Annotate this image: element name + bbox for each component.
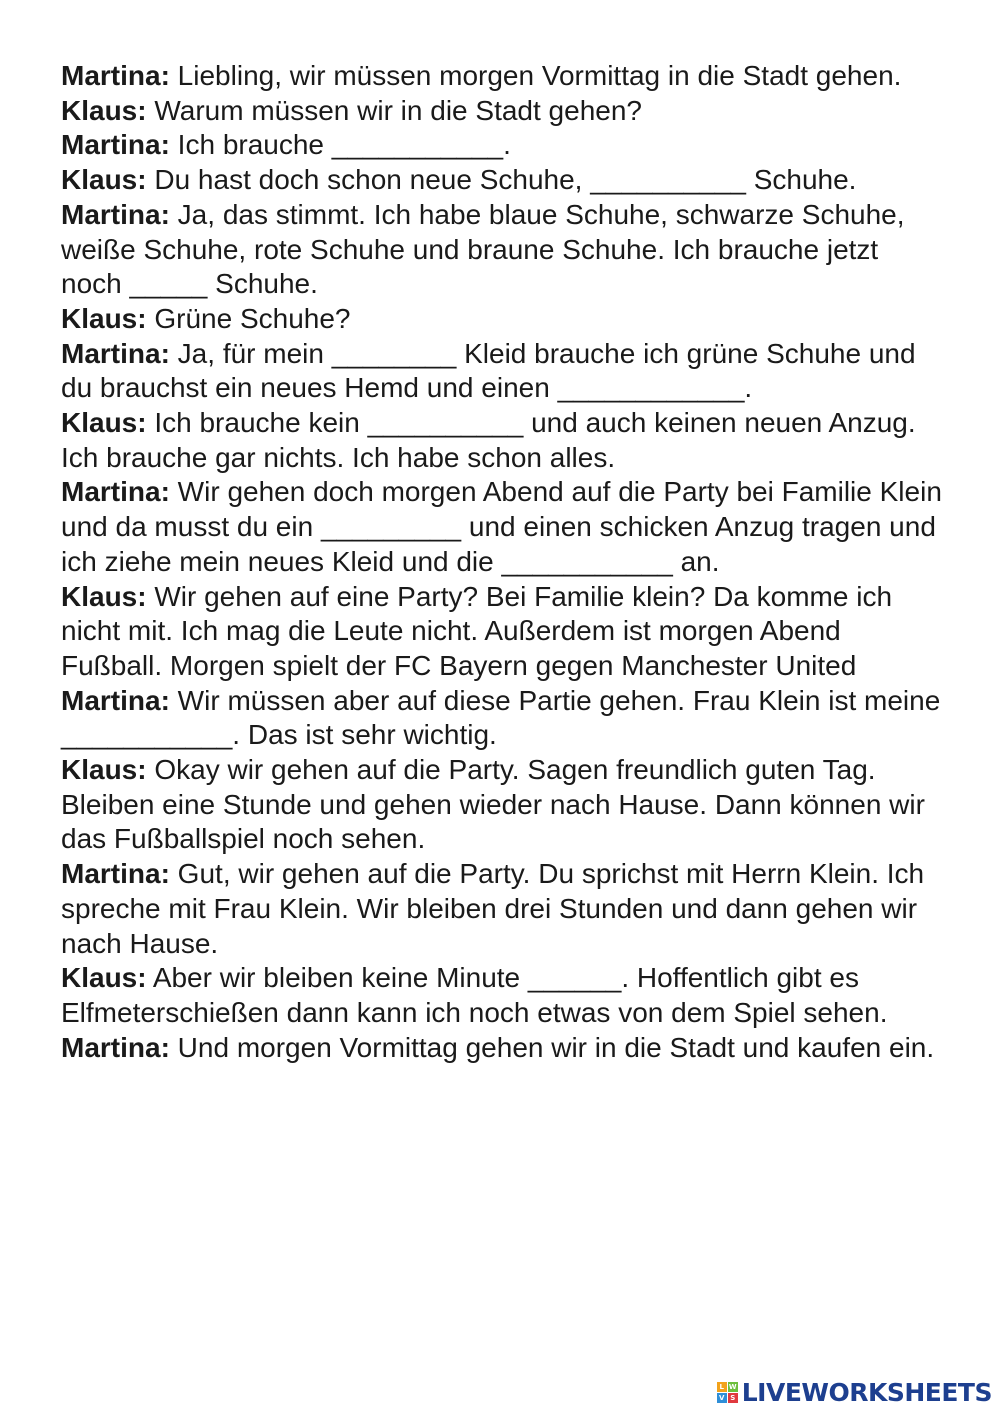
dialogue-line: [61, 475, 946, 579]
logo-badge-letter: S: [728, 1393, 738, 1403]
dialogue-line: [61, 128, 946, 163]
dialogue-line: [61, 1031, 946, 1066]
speaker-name: Martina:: [61, 129, 170, 161]
dialogue-line: [61, 59, 946, 94]
dialogue-line: [61, 684, 946, 753]
speaker-name: Martina:: [61, 198, 170, 230]
dialogue-text-span: Ich brauche ___________.: [169, 129, 511, 161]
dialogue-text-span: Ich brauche kein __________ und auch keinen neuen Anzug. Ich brauche gar nichts. Ich habe schon alles.: [61, 407, 916, 473]
speaker-name: Klaus:: [61, 407, 147, 439]
dialogue-line: [61, 163, 946, 198]
logo-badge-letter: L: [717, 1382, 727, 1392]
dialogue-text-span: Grüne Schuhe?: [146, 302, 351, 334]
speaker-name: Martina:: [61, 60, 170, 91]
dialogue-text: [61, 59, 946, 1065]
logo-text: LIVEWORKSHEETS: [741, 1378, 992, 1407]
speaker-name: Martina:: [61, 684, 170, 716]
dialogue-text-span: Warum müssen wir in die Stadt gehen?: [146, 94, 642, 126]
dialogue-text-span: Wir müssen aber auf diese Partie gehen. Frau Klein ist meine ___________. Das ist sehr wichtig.: [61, 684, 941, 751]
dialogue-text-span: Aber wir bleiben keine Minute ______. Hoffentlich gibt es Elfmeterschießen dann kann ich noch etwas von dem Spiel sehen.: [61, 962, 888, 1028]
speaker-name: Martina:: [61, 337, 170, 369]
dialogue-text-span: Und morgen Vormittag gehen wir in die Stadt und kaufen ein.: [169, 1031, 935, 1063]
logo-badge-letter: W: [728, 1383, 737, 1391]
speaker-name: Klaus:: [61, 962, 147, 994]
dialogue-line: [61, 580, 946, 684]
dialogue-text-span: Liebling, wir müssen morgen Vormittag in die Stadt gehen.: [169, 60, 902, 91]
dialogue-text-span: Du hast doch schon neue Schuhe, __________ Schuhe.: [146, 164, 857, 196]
dialogue-line: [61, 94, 946, 129]
dialogue-text-span: Ja, das stimmt. Ich habe blaue Schuhe, schwarze Schuhe, weiße Schuhe, rote Schuhe und braune Schuhe. Ich brauche jetzt noch _____ Schuhe.: [61, 198, 905, 300]
dialogue-text-span: Gut, wir gehen auf die Party. Du sprichst mit Herrn Klein. Ich spreche mit Frau Klein. Wir bleiben drei Stunden und dann gehen wir nach Hause.: [61, 858, 925, 959]
dialogue-text-span: Wir gehen auf eine Party? Bei Familie klein? Da komme ich nicht mit. Ich mag die Leute nicht. Außerdem ist morgen Abend Fußball. Morgen spielt der FC Bayern gegen Manchester United: [61, 580, 893, 681]
dialogue-line: [61, 198, 946, 302]
dialogue-line: [61, 302, 946, 337]
dialogue-line: [61, 857, 946, 961]
speaker-name: Klaus:: [61, 754, 147, 786]
speaker-name: Klaus:: [61, 580, 147, 612]
liveworksheets-logo: [717, 1378, 992, 1407]
dialogue-line: [61, 961, 946, 1030]
logo-badge-icon: [717, 1382, 738, 1403]
speaker-name: Martina:: [61, 858, 170, 890]
dialogue-text-span: Okay wir gehen auf die Party. Sagen freundlich guten Tag. Bleiben eine Stunde und gehen wieder nach Hause. Dann können wir das Fußballspiel noch sehen.: [61, 754, 925, 855]
logo-badge-letter: V: [717, 1393, 727, 1403]
speaker-name: Martina:: [61, 1031, 170, 1063]
dialogue-text-span: Ja, für mein ________ Kleid brauche ich grüne Schuhe und du brauchst ein neues Hemd und einen ____________.: [61, 337, 916, 404]
speaker-name: Klaus:: [61, 94, 147, 126]
dialogue-line: [61, 753, 946, 857]
dialogue-line: [61, 337, 946, 406]
speaker-name: Martina:: [61, 476, 170, 508]
dialogue-text-span: Wir gehen doch morgen Abend auf die Party bei Familie Klein und da musst du ein _________ und einen schicken Anzug tragen und ich ziehe mein neues Kleid und die ___________ an.: [61, 476, 942, 577]
speaker-name: Klaus:: [61, 164, 147, 196]
dialogue-line: [61, 406, 946, 475]
speaker-name: Klaus:: [61, 302, 147, 334]
